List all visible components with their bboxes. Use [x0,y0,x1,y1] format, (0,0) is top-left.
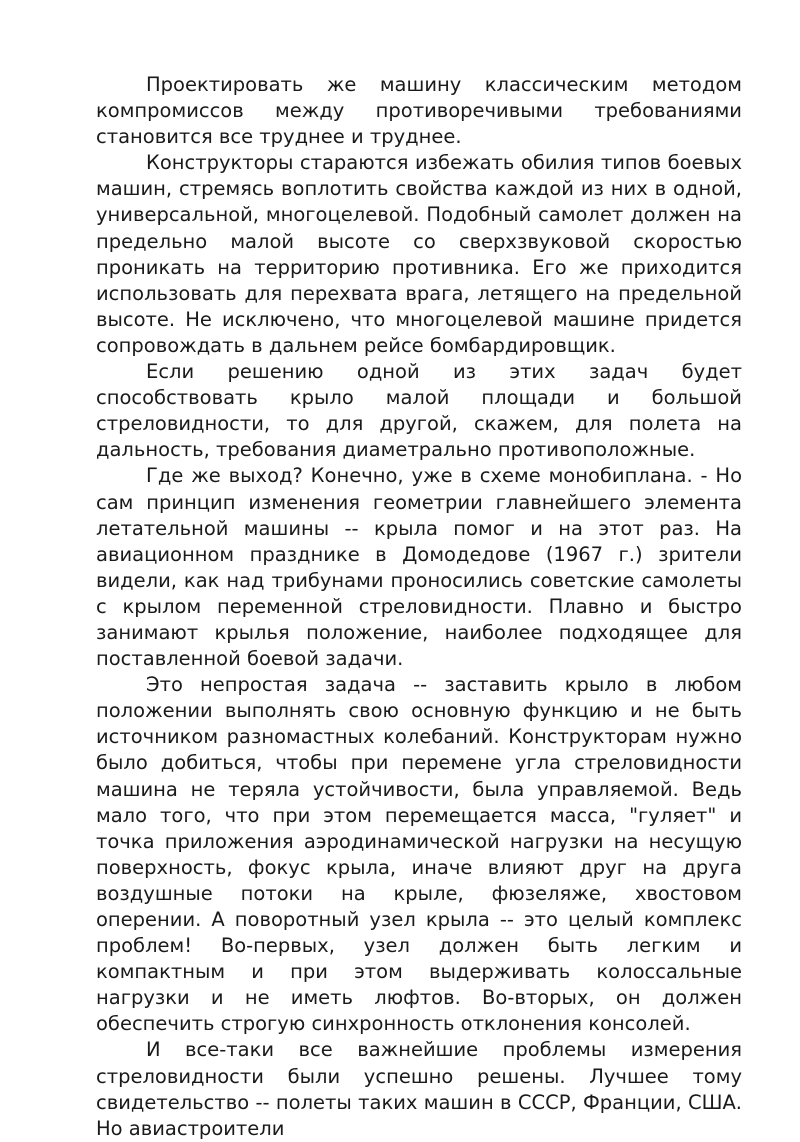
paragraph: И все-таки все важнейшие проблемы измерения стреловидности были успешно решены. Лучшее тому свидетельство -- полеты таких машин в СССР, Франции, США. Но авиастроители [96,1038,742,1140]
paragraph: Если решению одной из этих задач будет способствовать крыло малой площади и большой стреловидности, то для другой, скажем, для полета на дальность, требования диаметрально противоположные. [96,360,742,462]
paragraph: Где же выход? Конечно, уже в схеме монобиплана. - Но сам принцип изменения геометрии главнейшего элемента летательной машины -- крыла помог и на этот раз. На авиационном празднике в Домодедове (1967 г.) зрители видели, как над трибунами проносились советские самолеты с крылом переменной стреловидности. Плавно и быстро занимают крылья положение, наиболее подходящее для поставленной боевой задачи. [96,464,742,671]
paragraph: Проектировать же машину классическим методом компромиссов между противоречивыми требованиями становится все труднее и труднее. [96,73,742,149]
document-page [96,72,742,1142]
paragraph: Это непростая задача -- заставить крыло в любом положении выполнять свою основную функцию и не быть источником разномастных колебаний. Конструкторам нужно было добиться, чтобы при перемене угла стреловидности машина не теряла устойчивости, была управляемой. Ведь мало того, что при этом перемещается масса, "гуляет" и точка приложения аэродинамической нагрузки на несущую поверхность, фокус крыла, иначе влияют друг на друга воздушные потоки на крыле, фюзеляже, хвостовом оперении. А поворотный узел крыла -- это целый комплекс проблем! Во-первых, узел должен быть легким и компактным и при этом выдерживать колоссальные нагрузки и не иметь люфтов. Во-вторых, он должен обеспечить строгую синхронность отклонения консолей. [96,673,742,1036]
paragraph: Конструкторы стараются избежать обилия типов боевых машин, стремясь воплотить свойства каждой из них в одной, универсальной, многоцелевой. Подобный самолет должен на предельно малой высоте со сверхзвуковой скоростью проникать на территорию противника. Его же приходится использовать для перехвата врага, летящего на предельной высоте. Не исключено, что многоцелевой машине придется сопровождать в дальнем рейсе бомбардировщик. [96,151,742,357]
